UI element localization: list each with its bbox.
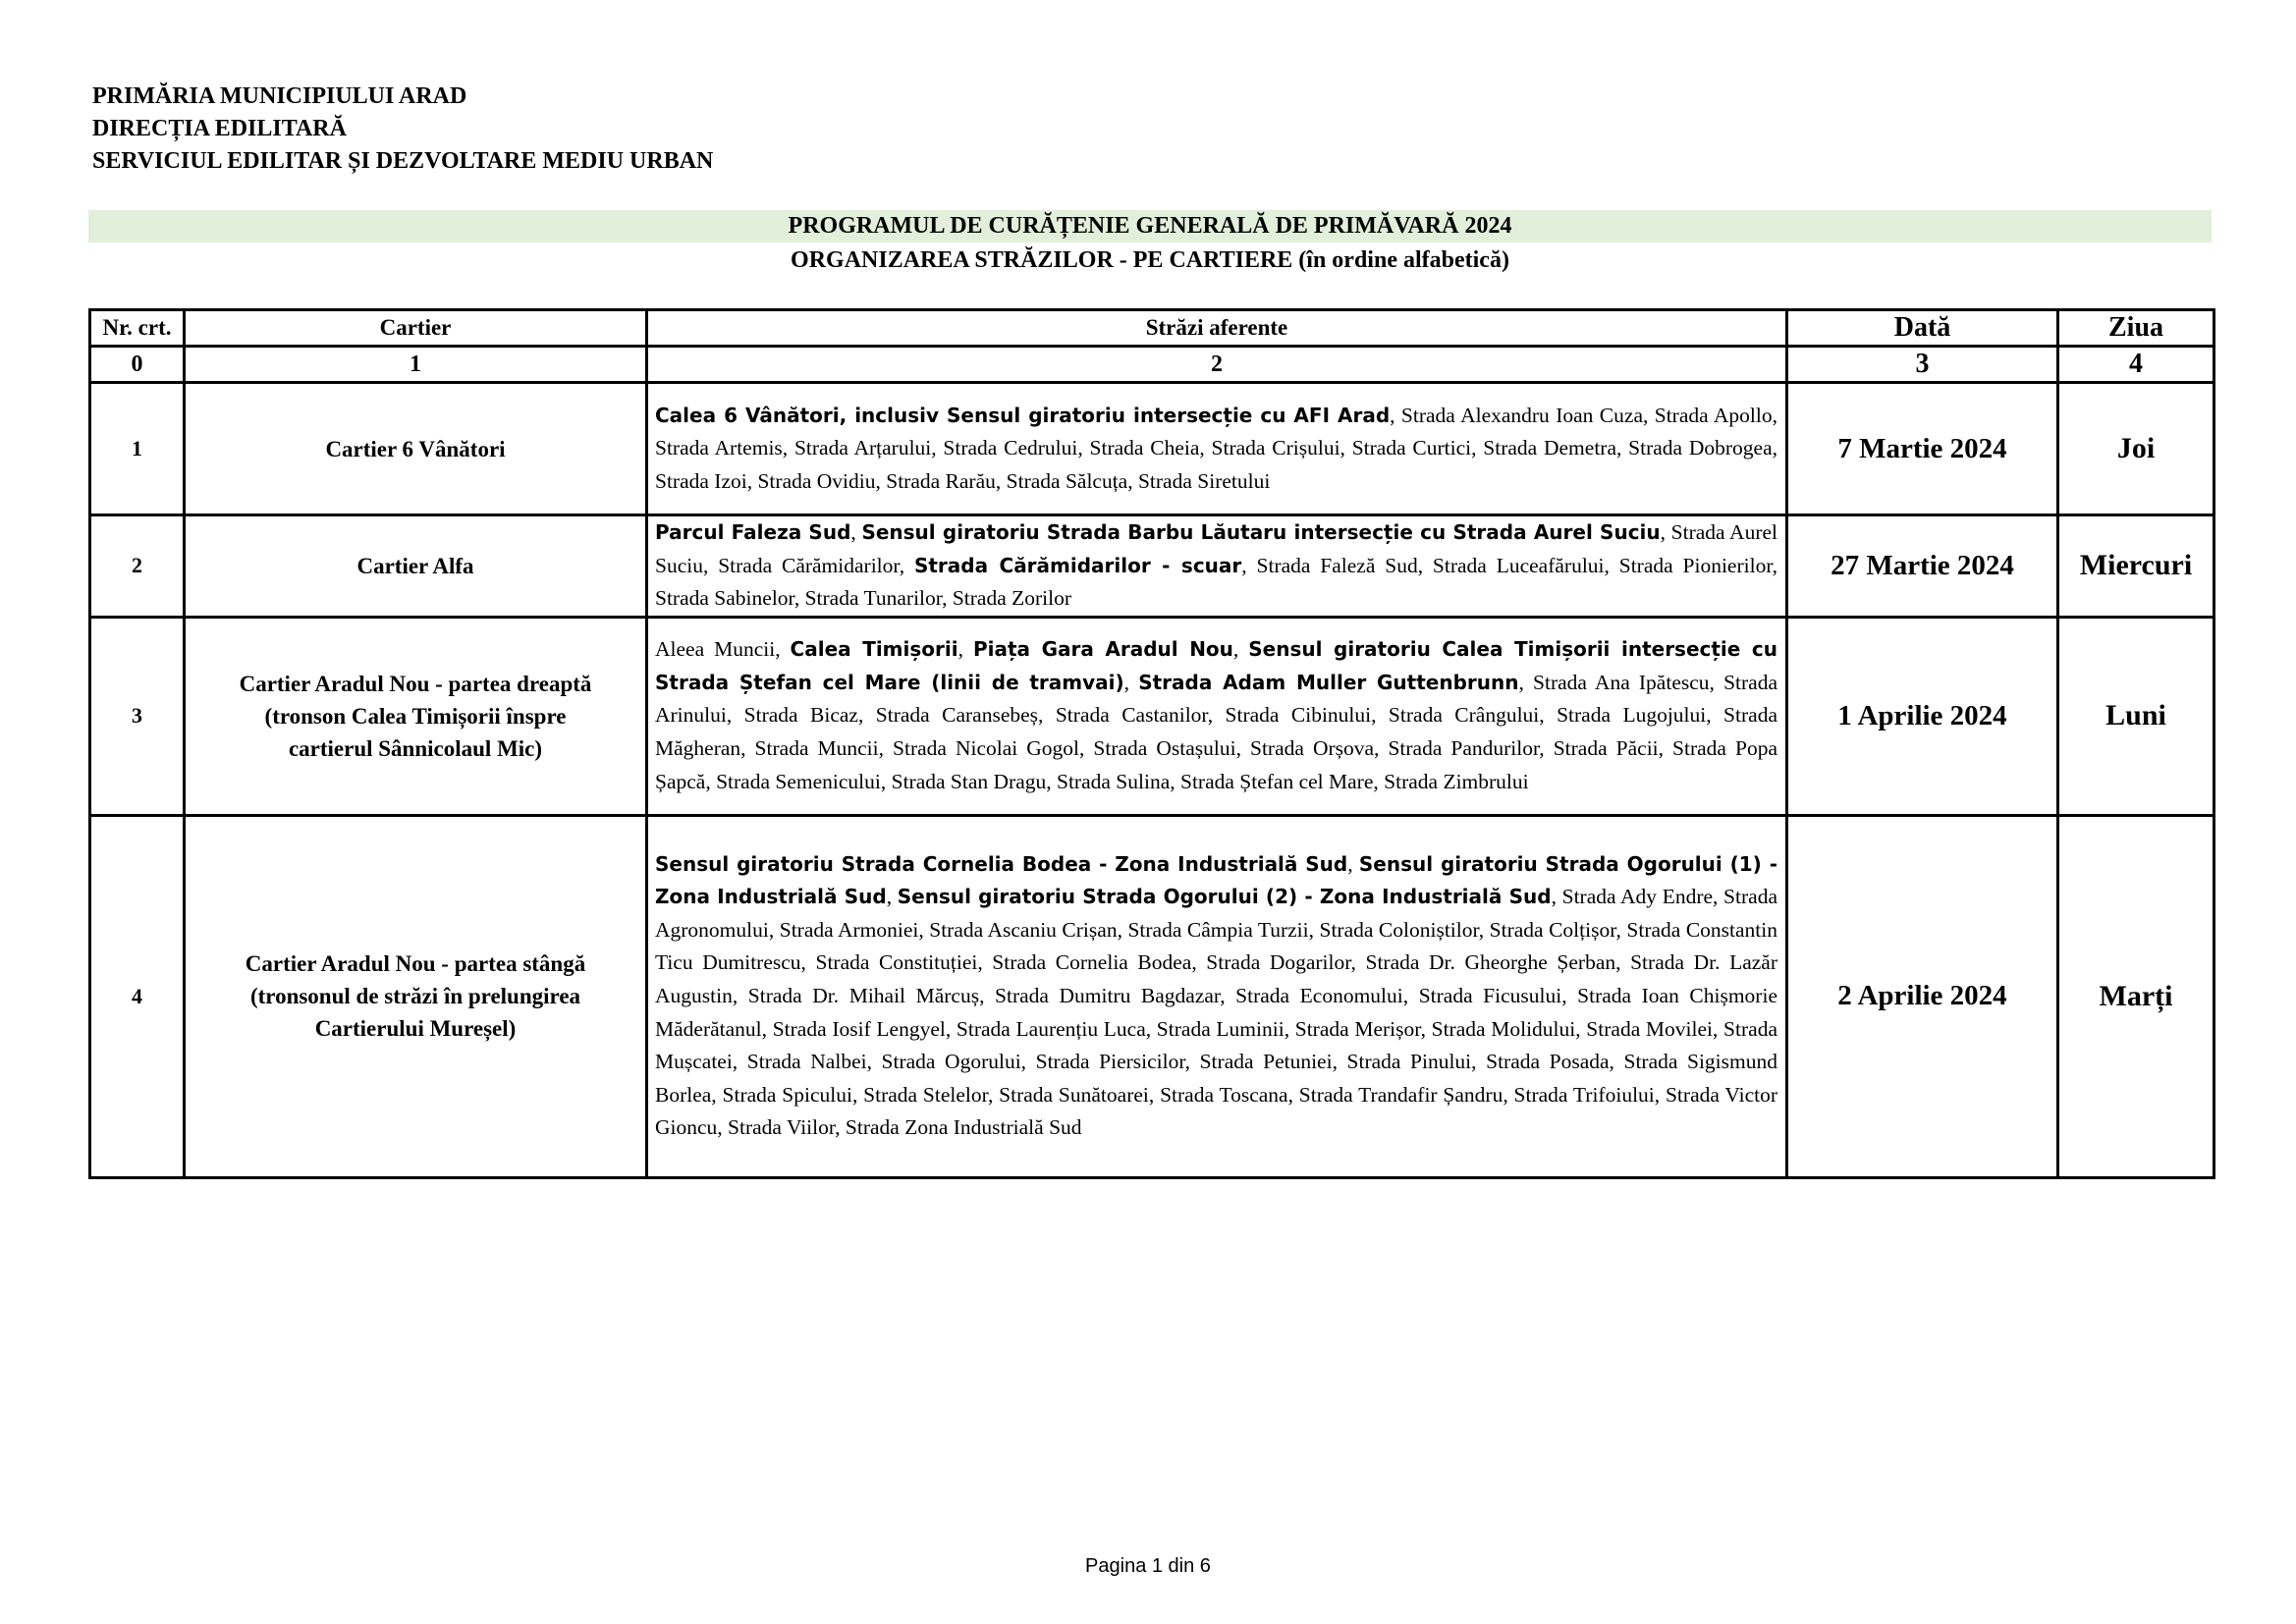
street-sep: , (850, 520, 862, 544)
street-list: , Strada Ana Ipătescu, Strada Arinului, Strada Bicaz, Strada Caransebeș, Strada Castanilor, Strada Cibinului, Strada Crângului, Strada Lugojului, Strada Măgheran, Strada Muncii, Strada Nicolai Gogol, Strada Ostașului, Strada Orșova, Strada Pandurilor, Strada Păcii, Strada Popa Șapcă, Strada Semenicului, Strada Stan Dragu, Strada Sulina, Strada Ștefan cel Mare, Strada Zimbrului (655, 670, 1777, 793)
row-number: 2 (90, 515, 185, 618)
street-bold: Strada Adam Muller Guttenbrunn (1138, 670, 1519, 694)
institution-header (92, 81, 713, 178)
row-number: 3 (90, 617, 185, 815)
header-line-3: SERVICIUL EDILITAR ȘI DEZVOLTARE MEDIU URBAN (92, 148, 714, 174)
cartier-line-3: Cartierului Mureșel) (314, 1016, 517, 1042)
street-bold: Sensul giratoriu Strada Barbu Lăutaru intersecție cu Strada Aurel Suciu (861, 520, 1661, 544)
col-header-streets: Străzi aferente (647, 310, 1787, 347)
row-date: 2 Aprilie 2024 (1787, 815, 2058, 1177)
table-row (90, 617, 2214, 815)
street-bold: Calea 6 Vânători, inclusiv Sensul giratoriu intersecție cu AFI Arad (655, 403, 1391, 427)
row-streets (647, 815, 1787, 1177)
row-cartier: Cartier Alfa (185, 515, 647, 618)
cartier-line-2: (tronson Calea Timișorii înspre (264, 703, 567, 729)
street-sep: , (886, 885, 898, 909)
col-header-day: Ziua (2058, 310, 2214, 347)
street-list: , Strada Faleză Sud, Strada Luceafărului, Strada Pionierilor, Strada Sabinelor, Strada Tunarilor, Strada Zorilor (655, 553, 1777, 611)
column-index-row (90, 347, 2214, 383)
row-date: 1 Aprilie 2024 (1787, 617, 2058, 815)
row-day: Miercuri (2058, 515, 2214, 618)
table-row (90, 383, 2214, 515)
cartier-line-3: cartierul Sânnicolaul Mic) (288, 735, 543, 761)
street-sep: , (957, 637, 973, 662)
row-cartier: Cartier 6 Vânători (185, 383, 647, 515)
document-title: PROGRAMUL DE CURĂȚENIE GENERALĂ DE PRIMĂVARĂ 2024 (88, 210, 2212, 243)
street-bold: Sensul giratoriu Strada Ogorului (2) - Zona Industrială Sud (897, 885, 1552, 909)
page-footer: Pagina 1 din 6 (1085, 1555, 1211, 1577)
col-header-cartier: Cartier (185, 310, 647, 347)
cartier-line-2: (tronsonul de străzi în prelungirea (249, 984, 581, 1009)
row-number: 1 (90, 383, 185, 515)
cartier-line-1: Cartier Aradul Nou - partea dreaptă (239, 671, 592, 696)
header-line-1: PRIMĂRIA MUNICIPIULUI ARAD (92, 83, 467, 109)
row-day: Marți (2058, 815, 2214, 1177)
col-header-date: Dată (1787, 310, 2058, 347)
street-bold: Parcul Faleza Sud (655, 520, 851, 544)
row-cartier (185, 617, 647, 815)
col-header-nr: Nr. crt. (90, 310, 185, 347)
row-date: 27 Martie 2024 (1787, 515, 2058, 618)
col-index-2: 2 (647, 347, 1787, 383)
row-number: 4 (90, 815, 185, 1177)
row-streets (647, 515, 1787, 618)
header-line-2: DIRECȚIA EDILITARĂ (92, 116, 347, 141)
row-streets (647, 617, 1787, 815)
row-day: Luni (2058, 617, 2214, 815)
row-date: 7 Martie 2024 (1787, 383, 2058, 515)
row-streets (647, 383, 1787, 515)
street-bold: Piața Gara Aradul Nou (972, 637, 1233, 662)
street-bold: Sensul giratoriu Strada Ogorului (1) - Zona Industrială Sud (655, 851, 1777, 909)
col-index-0: 0 (90, 347, 185, 383)
table-header-row (90, 310, 2214, 347)
document-subtitle: ORGANIZAREA STRĂZILOR - PE CARTIERE (în ordine alfabetică) (791, 247, 1509, 273)
row-cartier (185, 815, 647, 1177)
table-row (90, 515, 2214, 618)
street-bold: Calea Timișorii (790, 637, 958, 662)
col-index-3: 3 (1787, 347, 2058, 383)
street-list: , Strada Aurel Suciu, Strada Cărămidarilor, (655, 520, 1778, 577)
street-bold: Sensul giratoriu Strada Cornelia Bodea - Zona Industrială Sud (655, 851, 1348, 876)
street-sep: , (1123, 670, 1139, 694)
street-sep: , (1347, 851, 1359, 876)
street-sep: , (1232, 637, 1249, 662)
table-row (90, 815, 2214, 1177)
row-day: Joi (2058, 383, 2214, 515)
schedule-table (88, 308, 2215, 1179)
street-bold: Strada Cărămidarilor - scuar (913, 553, 1242, 577)
street-list: Aleea Muncii, (655, 637, 791, 662)
col-index-1: 1 (185, 347, 647, 383)
cartier-line-1: Cartier Aradul Nou - partea stângă (245, 951, 586, 977)
street-list: , Strada Alexandru Ioan Cuza, Strada Apollo, Strada Artemis, Strada Arțarului, Strada Cedrului, Strada Cheia, Strada Crișului, Strada Curtici, Strada Demetra, Strada Dobrogea, Strada Izoi, Strada Ovidiu, Strada Rarău, Strada Sălcuța, Strada Siretului (655, 403, 1777, 493)
col-index-4: 4 (2058, 347, 2214, 383)
street-bold: Sensul giratoriu Calea Timișorii intersecție cu Strada Ștefan cel Mare (linii de tramvai) (655, 637, 1778, 694)
street-list: , Strada Ady Endre, Strada Agronomului, Strada Armoniei, Strada Ascaniu Crișan, Strada Câmpia Turzii, Strada Coloniștilor, Strada Colțișor, Strada Constantin Ticu Dumitrescu, Strada Constituției, Strada Cornelia Bodea, Strada Dogarilor, Strada Dr. Gheorghe Șerban, Strada Dr. Lazăr Augustin, Strada Dr. Mihail Mărcuș, Strada Dumitru Bagdazar, Strada Economului, Strada Ficusului, Strada Ioan Chișmorie Măderătanul, Strada Iosif Lengyel, Strada Laurențiu Luca, Strada Luminii, Strada Merișor, Strada Molidului, Strada Movilei, Strada Mușcatei, Strada Nalbei, Strada Ogorului, Strada Piersicilor, Strada Petuniei, Strada Pinului, Strada Posada, Strada Sigismund Borlea, Strada Spicului, Strada Stelelor, Strada Sunătoarei, Strada Toscana, Strada Trandafir Șandru, Strada Trifoiului, Strada Victor Gioncu, Strada Viilor, Strada Zona Industrială Sud (655, 885, 1777, 1140)
